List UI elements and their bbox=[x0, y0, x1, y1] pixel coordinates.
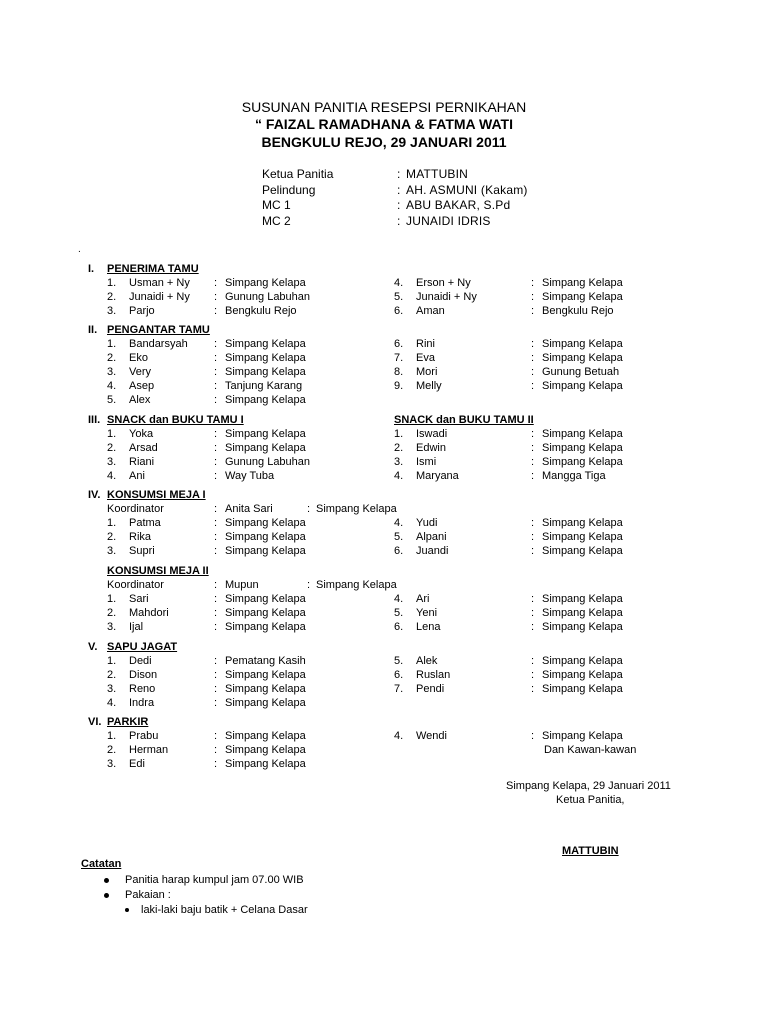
member-number: 5. bbox=[394, 291, 404, 303]
member-row bbox=[0, 276, 768, 290]
member-origin: Gunung Labuhan bbox=[225, 291, 311, 303]
member-number: 4. bbox=[107, 380, 117, 392]
member-row bbox=[0, 530, 768, 544]
member-name: Iswadi bbox=[416, 428, 448, 440]
member-row bbox=[0, 592, 768, 606]
member-origin: Simpang Kelapa bbox=[225, 683, 306, 695]
member-name: Alpani bbox=[416, 531, 447, 543]
coordinator-place: Simpang Kelapa bbox=[316, 579, 397, 591]
member-row bbox=[0, 516, 768, 530]
member-row bbox=[0, 337, 768, 351]
colon: : bbox=[307, 579, 311, 591]
member-origin: Tanjung Karang bbox=[225, 380, 303, 392]
member-origin: Simpang Kelapa bbox=[542, 607, 623, 619]
section-title: PENERIMA TAMU bbox=[107, 263, 199, 275]
section-number: V. bbox=[88, 641, 98, 653]
member-number: 1. bbox=[107, 655, 117, 667]
colon: : bbox=[214, 545, 218, 557]
colon: : bbox=[214, 683, 218, 695]
bullet-icon bbox=[104, 893, 109, 898]
member-name: Aman bbox=[416, 305, 445, 317]
colon: : bbox=[214, 352, 218, 364]
member-row bbox=[0, 729, 768, 743]
member-origin: Simpang Kelapa bbox=[225, 442, 306, 454]
member-number: 6. bbox=[394, 545, 404, 557]
member-origin: Simpang Kelapa bbox=[225, 545, 306, 557]
member-name: Patma bbox=[129, 517, 161, 529]
officer-value: MATTUBIN bbox=[406, 167, 469, 181]
member-origin: Simpang Kelapa bbox=[542, 442, 623, 454]
member-origin: Simpang Kelapa bbox=[542, 338, 623, 350]
member-number: 2. bbox=[107, 744, 117, 756]
colon: : bbox=[531, 669, 535, 681]
member-origin: Simpang Kelapa bbox=[225, 730, 306, 742]
member-name: Yudi bbox=[416, 517, 438, 529]
member-number: 5. bbox=[107, 394, 117, 406]
member-number: 2. bbox=[107, 607, 117, 619]
member-origin: Simpang Kelapa bbox=[225, 607, 306, 619]
colon: : bbox=[531, 305, 535, 317]
member-number: 2. bbox=[107, 669, 117, 681]
member-number: 1. bbox=[107, 338, 117, 350]
closing-note: Dan Kawan-kawan bbox=[544, 744, 637, 756]
member-number: 5. bbox=[394, 607, 404, 619]
signature-place-date: Simpang Kelapa, 29 Januari 2011 bbox=[506, 780, 671, 792]
coordinator-name: Anita Sari bbox=[225, 503, 273, 515]
member-origin: Simpang Kelapa bbox=[542, 352, 623, 364]
member-name: Sari bbox=[129, 593, 149, 605]
colon: : bbox=[531, 366, 535, 378]
place-date-heading: BENGKULU REJO, 29 JANUARI 2011 bbox=[261, 134, 507, 150]
colon: : bbox=[531, 683, 535, 695]
member-number: 3. bbox=[107, 758, 117, 770]
officer-value: ABU BAKAR, S.Pd bbox=[406, 198, 511, 212]
section-number: II. bbox=[88, 324, 98, 336]
colon: : bbox=[214, 730, 218, 742]
member-origin: Simpang Kelapa bbox=[225, 277, 306, 289]
member-row bbox=[0, 620, 768, 634]
member-name: Mori bbox=[416, 366, 438, 378]
member-origin: Simpang Kelapa bbox=[225, 338, 306, 350]
member-number: 3. bbox=[107, 683, 117, 695]
colon: : bbox=[214, 758, 218, 770]
officer-label: MC 1 bbox=[262, 198, 291, 212]
member-name: Supri bbox=[129, 545, 155, 557]
colon: : bbox=[214, 579, 218, 591]
colon: : bbox=[214, 277, 218, 289]
member-number: 2. bbox=[394, 442, 404, 454]
member-number: 4. bbox=[394, 593, 404, 605]
member-name: Edi bbox=[129, 758, 145, 770]
member-number: 2. bbox=[107, 442, 117, 454]
member-number: 6. bbox=[394, 338, 404, 350]
member-number: 2. bbox=[107, 531, 117, 543]
member-name: Ijal bbox=[129, 621, 144, 633]
member-origin: Simpang Kelapa bbox=[225, 593, 306, 605]
section-title: KONSUMSI MEJA I bbox=[107, 489, 206, 501]
colon: : bbox=[531, 291, 535, 303]
member-number: 5. bbox=[394, 655, 404, 667]
colon: : bbox=[214, 503, 218, 515]
colon: : bbox=[397, 198, 401, 212]
member-number: 1. bbox=[394, 428, 404, 440]
member-origin: Simpang Kelapa bbox=[225, 669, 306, 681]
colon: : bbox=[531, 517, 535, 529]
member-name: Junaidi + Ny bbox=[129, 291, 190, 303]
member-origin: Simpang Kelapa bbox=[542, 621, 623, 633]
colon: : bbox=[531, 621, 535, 633]
member-number: 3. bbox=[107, 545, 117, 557]
note-item: Pakaian : bbox=[125, 889, 171, 901]
colon: : bbox=[531, 545, 535, 557]
colon: : bbox=[397, 182, 401, 197]
colon: : bbox=[214, 305, 218, 317]
member-name: Dedi bbox=[129, 655, 152, 667]
member-number: 2. bbox=[107, 352, 117, 364]
member-number: 6. bbox=[394, 669, 404, 681]
member-name: Ruslan bbox=[416, 669, 451, 681]
member-name: Ismi bbox=[416, 456, 437, 468]
member-name: Alex bbox=[129, 394, 151, 406]
member-row bbox=[0, 696, 768, 710]
colon: : bbox=[214, 669, 218, 681]
section-header bbox=[0, 413, 768, 427]
coordinator-label: Koordinator bbox=[107, 579, 164, 591]
member-name: Eko bbox=[129, 352, 148, 364]
member-name: Ari bbox=[416, 593, 430, 605]
member-name: Bandarsyah bbox=[129, 338, 188, 350]
section-title: PARKIR bbox=[107, 716, 149, 728]
member-number: 6. bbox=[394, 621, 404, 633]
member-name: Arsad bbox=[129, 442, 158, 454]
section-header bbox=[0, 323, 768, 337]
colon: : bbox=[531, 442, 535, 454]
member-number: 1. bbox=[107, 428, 117, 440]
colon: : bbox=[531, 593, 535, 605]
member-origin: Gunung Labuhan bbox=[225, 456, 311, 468]
member-origin: Simpang Kelapa bbox=[225, 758, 306, 770]
member-number: 7. bbox=[394, 352, 404, 364]
section-number: VI. bbox=[88, 716, 102, 728]
member-origin: Simpang Kelapa bbox=[542, 277, 623, 289]
member-name: Melly bbox=[416, 380, 442, 392]
colon: : bbox=[214, 366, 218, 378]
colon: : bbox=[397, 167, 401, 181]
member-name: Very bbox=[129, 366, 152, 378]
member-row bbox=[0, 682, 768, 696]
officer-value: JUNAIDI IDRIS bbox=[406, 213, 491, 228]
note-item: Panitia harap kumpul jam 07.00 WIB bbox=[125, 874, 304, 886]
member-origin: Simpang Kelapa bbox=[542, 730, 623, 742]
member-name: Indra bbox=[129, 697, 155, 709]
colon: : bbox=[214, 607, 218, 619]
member-origin: Simpang Kelapa bbox=[225, 366, 306, 378]
member-number: 4. bbox=[394, 470, 404, 482]
member-number: 4. bbox=[394, 517, 404, 529]
section-number: I. bbox=[88, 263, 95, 275]
member-row bbox=[0, 757, 768, 771]
officer-label: MC 2 bbox=[262, 213, 291, 228]
couple-names: “ FAIZAL RAMADHANA & FATMA WATI bbox=[255, 116, 513, 132]
section-header bbox=[0, 564, 768, 578]
member-origin: Bengkulu Rejo bbox=[542, 305, 614, 317]
member-name: Dison bbox=[129, 669, 158, 681]
member-row bbox=[0, 290, 768, 304]
member-origin: Simpang Kelapa bbox=[225, 428, 306, 440]
colon: : bbox=[531, 277, 535, 289]
colon: : bbox=[214, 621, 218, 633]
member-number: 4. bbox=[394, 730, 404, 742]
member-row bbox=[0, 668, 768, 682]
section-number: III. bbox=[88, 414, 101, 426]
document-title: SUSUNAN PANITIA RESEPSI PERNIKAHAN bbox=[241, 99, 527, 115]
member-origin: Simpang Kelapa bbox=[542, 545, 623, 557]
member-origin: Simpang Kelapa bbox=[225, 394, 306, 406]
notes-heading: Catatan bbox=[81, 858, 122, 870]
officer-label: Pelindung bbox=[262, 182, 316, 197]
member-name: Eva bbox=[416, 352, 435, 364]
member-name: Alek bbox=[416, 655, 438, 667]
colon: : bbox=[214, 744, 218, 756]
member-name: Usman + Ny bbox=[129, 277, 190, 289]
member-origin: Simpang Kelapa bbox=[542, 380, 623, 392]
colon: : bbox=[531, 655, 535, 667]
stray-dot: . bbox=[78, 244, 81, 255]
colon: : bbox=[531, 352, 535, 364]
member-origin: Simpang Kelapa bbox=[225, 517, 306, 529]
section-title-right: SNACK dan BUKU TAMU II bbox=[394, 414, 534, 426]
section-title: SNACK dan BUKU TAMU I bbox=[107, 414, 244, 426]
colon: : bbox=[397, 213, 401, 228]
member-number: 6. bbox=[394, 305, 404, 317]
bullet-icon bbox=[104, 878, 109, 883]
bullet-icon bbox=[125, 908, 129, 912]
member-row bbox=[0, 304, 768, 318]
member-origin: Bengkulu Rejo bbox=[225, 305, 297, 317]
colon: : bbox=[214, 442, 218, 454]
member-origin: Simpang Kelapa bbox=[542, 517, 623, 529]
member-name: Parjo bbox=[129, 305, 155, 317]
coordinator-row bbox=[0, 502, 768, 516]
member-origin: Way Tuba bbox=[225, 470, 275, 482]
member-origin: Simpang Kelapa bbox=[225, 352, 306, 364]
colon: : bbox=[531, 380, 535, 392]
member-origin: Simpang Kelapa bbox=[542, 456, 623, 468]
member-name: Rini bbox=[416, 338, 435, 350]
section-header bbox=[0, 640, 768, 654]
member-name: Lena bbox=[416, 621, 441, 633]
officer-value: AH. ASMUNI (Kakam) bbox=[406, 182, 528, 197]
colon: : bbox=[214, 428, 218, 440]
member-name: Junaidi + Ny bbox=[416, 291, 477, 303]
member-name: Maryana bbox=[416, 470, 459, 482]
section-title: SAPU JAGAT bbox=[107, 641, 178, 653]
member-row bbox=[0, 365, 768, 379]
colon: : bbox=[531, 531, 535, 543]
colon: : bbox=[214, 380, 218, 392]
member-origin: Simpang Kelapa bbox=[542, 291, 623, 303]
section-header bbox=[0, 262, 768, 276]
colon: : bbox=[214, 394, 218, 406]
member-row bbox=[0, 393, 768, 407]
coordinator-row bbox=[0, 578, 768, 592]
member-name: Rika bbox=[129, 531, 152, 543]
member-number: 3. bbox=[107, 456, 117, 468]
member-row bbox=[0, 455, 768, 469]
member-origin: Simpang Kelapa bbox=[542, 593, 623, 605]
member-number: 1. bbox=[107, 517, 117, 529]
colon: : bbox=[531, 428, 535, 440]
member-origin: Simpang Kelapa bbox=[225, 697, 306, 709]
member-name: Erson + Ny bbox=[416, 277, 471, 289]
member-number: 1. bbox=[107, 730, 117, 742]
colon: : bbox=[531, 456, 535, 468]
member-name: Wendi bbox=[416, 730, 447, 742]
member-origin: Simpang Kelapa bbox=[542, 531, 623, 543]
member-row bbox=[0, 606, 768, 620]
coordinator-label: Koordinator bbox=[107, 503, 164, 515]
coordinator-place: Simpang Kelapa bbox=[316, 503, 397, 515]
officer-label: Ketua Panitia bbox=[262, 167, 334, 181]
member-origin: Simpang Kelapa bbox=[542, 428, 623, 440]
member-origin: Simpang Kelapa bbox=[542, 683, 623, 695]
signature-name: MATTUBIN bbox=[562, 845, 619, 857]
member-row bbox=[0, 427, 768, 441]
member-name: Yoka bbox=[129, 428, 154, 440]
member-number: 3. bbox=[394, 456, 404, 468]
member-origin: Simpang Kelapa bbox=[225, 531, 306, 543]
member-number: 7. bbox=[394, 683, 404, 695]
member-number: 3. bbox=[107, 305, 117, 317]
signature-role: Ketua Panitia, bbox=[556, 794, 625, 806]
member-name: Prabu bbox=[129, 730, 159, 742]
coordinator-name: Mupun bbox=[225, 579, 259, 591]
colon: : bbox=[214, 593, 218, 605]
member-name: Riani bbox=[129, 456, 155, 468]
colon: : bbox=[214, 697, 218, 709]
member-origin: Simpang Kelapa bbox=[225, 744, 306, 756]
member-name: Ani bbox=[129, 470, 145, 482]
colon: : bbox=[214, 470, 218, 482]
member-name: Edwin bbox=[416, 442, 446, 454]
member-number: 3. bbox=[107, 621, 117, 633]
member-origin: Simpang Kelapa bbox=[542, 655, 623, 667]
member-row bbox=[0, 654, 768, 668]
member-origin: Mangga Tiga bbox=[542, 470, 606, 482]
member-number: 4. bbox=[107, 697, 117, 709]
member-name: Asep bbox=[129, 380, 155, 392]
member-number: 3. bbox=[107, 366, 117, 378]
member-number: 5. bbox=[394, 531, 404, 543]
member-number: 1. bbox=[107, 593, 117, 605]
member-origin: Pematang Kasih bbox=[225, 655, 306, 667]
member-name: Reno bbox=[129, 683, 156, 695]
member-name: Pendi bbox=[416, 683, 445, 695]
member-name: Juandi bbox=[416, 545, 449, 557]
colon: : bbox=[531, 730, 535, 742]
colon: : bbox=[214, 291, 218, 303]
member-number: 4. bbox=[394, 277, 404, 289]
section-title: KONSUMSI MEJA II bbox=[107, 565, 209, 577]
member-row bbox=[0, 469, 768, 483]
member-name: Yeni bbox=[416, 607, 438, 619]
section-header bbox=[0, 488, 768, 502]
member-row bbox=[0, 544, 768, 558]
colon: : bbox=[531, 338, 535, 350]
member-origin: Simpang Kelapa bbox=[225, 621, 306, 633]
member-name: Mahdori bbox=[129, 607, 169, 619]
member-row bbox=[0, 379, 768, 393]
member-row bbox=[0, 743, 768, 757]
member-number: 9. bbox=[394, 380, 404, 392]
member-number: 8. bbox=[394, 366, 404, 378]
member-row bbox=[0, 441, 768, 455]
member-origin: Simpang Kelapa bbox=[542, 669, 623, 681]
section-header bbox=[0, 715, 768, 729]
colon: : bbox=[214, 517, 218, 529]
section-title: PENGANTAR TAMU bbox=[107, 324, 210, 336]
member-name: Herman bbox=[129, 744, 169, 756]
section-number: IV. bbox=[88, 489, 101, 501]
colon: : bbox=[214, 655, 218, 667]
member-origin: Gunung Betuah bbox=[542, 366, 620, 378]
member-number: 1. bbox=[107, 277, 117, 289]
colon: : bbox=[214, 456, 218, 468]
member-number: 4. bbox=[107, 470, 117, 482]
colon: : bbox=[531, 470, 535, 482]
colon: : bbox=[307, 503, 311, 515]
colon: : bbox=[214, 338, 218, 350]
colon: : bbox=[531, 607, 535, 619]
member-number: 2. bbox=[107, 291, 117, 303]
colon: : bbox=[214, 531, 218, 543]
member-row bbox=[0, 351, 768, 365]
note-subitem: laki-laki baju batik + Celana Dasar bbox=[141, 904, 308, 916]
